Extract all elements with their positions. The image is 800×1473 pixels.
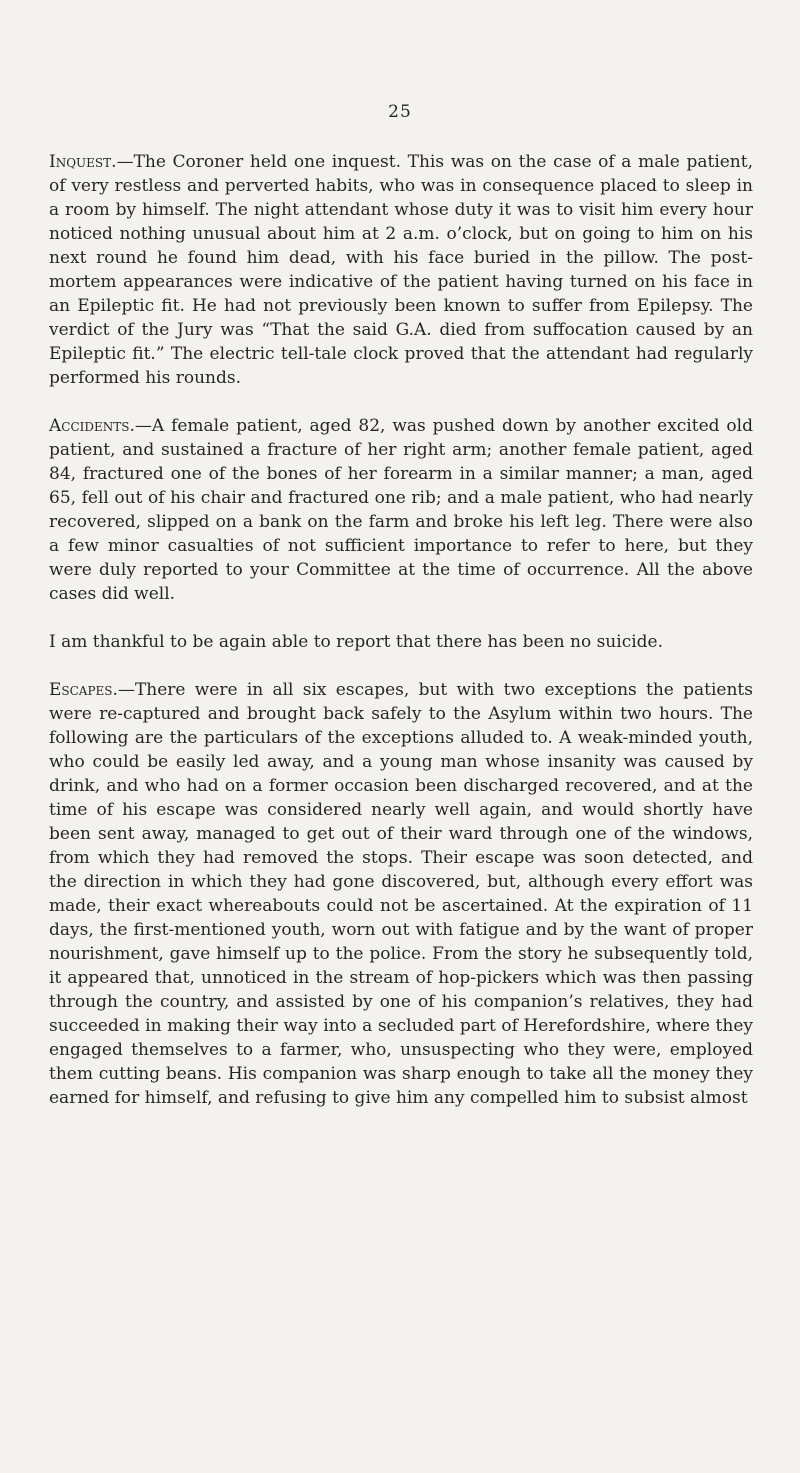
paragraph-suicide [49,630,753,654]
page-number: 25 [388,102,412,122]
section-heading-escapes: Escapes. [49,680,118,700]
paragraph-text: —The Coroner held one inquest. This was on the case of a male patient, of very restless and perverted habits, who was in consequence placed to sleep in a room by himself. The night attendant whose duty it was to visit him every hour noticed nothing unusual about him at 2 a.m. o’clock, but on going to him on his next round he found him dead, with his face buried in the pillow. The post-mortem appearances were indicative of the patient having turned on his face in an Epileptic fit. He had not previously been known to suffer from Epilepsy. The verdict of the Jury was “That the said G.A. died from suffocation caused by an Epileptic fit.” The electric tell-tale clock proved that the attendant had regularly performed his rounds. [49,152,753,388]
paragraph-escapes [49,678,753,1110]
paragraph-text: —There were in all six escapes, but with two exceptions the patients were re-captured and brought back safely to the Asylum within two hours. The following are the particulars of the exceptions alluded to. A weak-minded youth, who could be easily led away, and a young man whose insanity was caused by drink, and who had on a former occasion been discharged recovered, and at the time of his escape was considered nearly well again, and would shortly have been sent away, managed to get out of their ward through one of the windows, from which they had removed the stops. Their escape was soon detected, and the direction in which they had gone discovered, but, although every effort was made, their exact whereabouts could not be ascertained. At the expiration of 11 days, the first-mentioned youth, worn out with fatigue and by the want of proper nourishment, gave himself up to the police. From the story he subsequently told, it appeared that, unnoticed in the stream of hop-pickers which was then passing through the country, and assisted by one of his companion’s relatives, they had succeeded in making their way into a secluded part of Herefordshire, where they engaged themselves to a farmer, who, unsuspecting who they were, employed them cutting beans. His companion was sharp enough to take all the money they earned for himself, and refusing to give him any compelled him to subsist almost [49,680,753,1108]
paragraph-text: —A female patient, aged 82, was pushed down by another excited old patient, and sustained a fracture of her right arm; another female patient, aged 84, fractured one of the bones of her forearm in a similar manner; a man, aged 65, fell out of his chair and fractured one rib; and a male patient, who had nearly recovered, slipped on a bank on the farm and broke his left leg. There were also a few minor casualties of not sufficient importance to refer to here, but they were duly reported to your Committee at the time of occurrence. All the above cases did well. [49,416,753,604]
section-heading-inquest: Inquest. [49,152,117,172]
paragraph-accidents [49,414,753,606]
paragraph-inquest [49,150,753,390]
body-text [49,150,753,1110]
section-heading-accidents: Accidents. [49,416,135,436]
paragraph-text: I am thankful to be again able to report that there has been no suicide. [49,632,663,652]
